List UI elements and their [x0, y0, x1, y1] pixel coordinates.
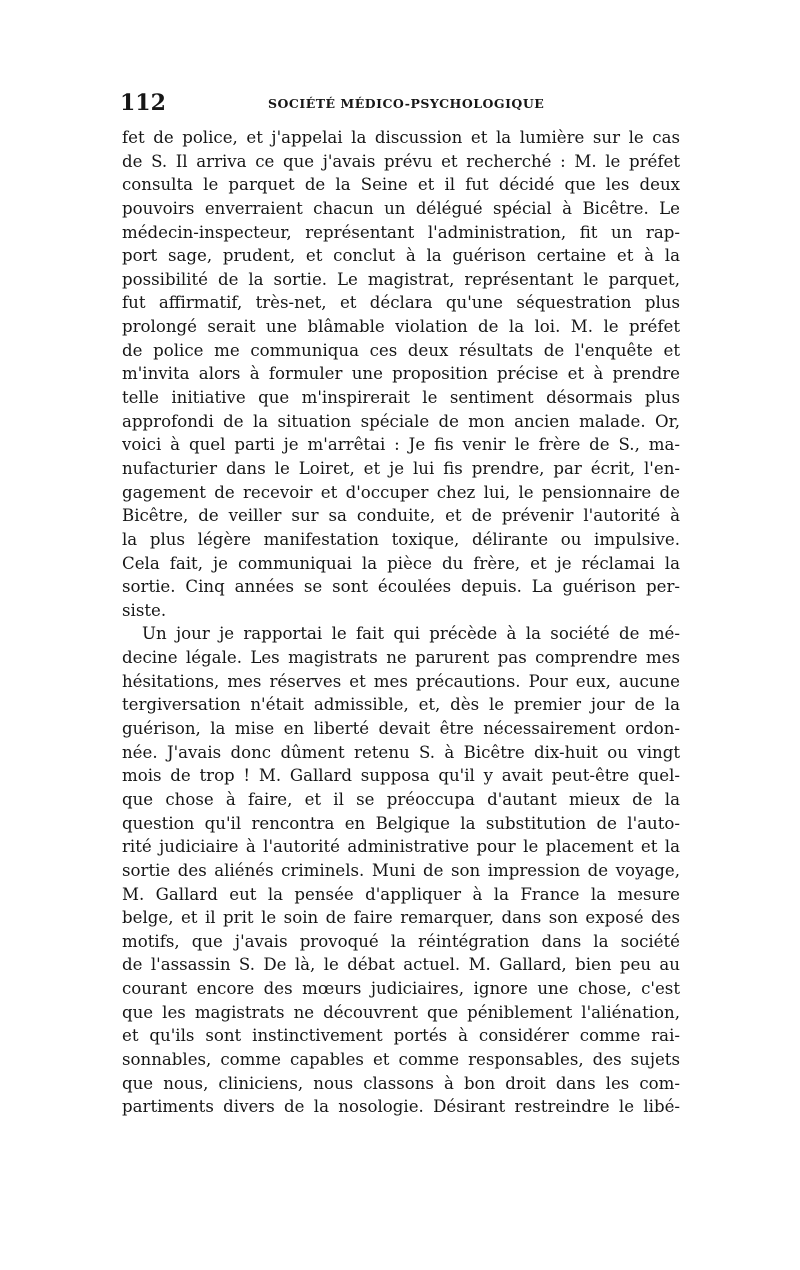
body-text: [122, 126, 680, 1119]
text-line: approfondi de la situation spéciale de mon ancien malade. Or,: [122, 411, 680, 431]
text-line: de police me communiqua ces deux résultats de l'enquête et: [122, 340, 680, 360]
text-line: telle initiative que m'inspirerait le sentiment désormais plus: [122, 388, 680, 408]
text-line: nufacturier dans le Loiret, et je lui fis prendre, par écrit, l'en-: [122, 458, 680, 478]
text-line: belge, et il prit le soin de faire remarquer, dans son exposé des: [122, 908, 680, 928]
text-line: question qu'il rencontra en Belgique la substitution de l'auto-: [122, 813, 680, 833]
text-line: Un jour je rapportai le fait qui précède à la société de mé-: [142, 624, 680, 644]
text-line: de l'assassin S. De là, le débat actuel. M. Gallard, bien peu au: [122, 955, 680, 975]
text-line: que les magistrats ne découvrent que péniblement l'aliénation,: [122, 1002, 680, 1022]
text-line: Cela fait, je communiquai la pièce du frère, et je réclamai la: [122, 553, 680, 573]
running-head: [120, 90, 680, 120]
text-line: M. Gallard eut la pensée d'appliquer à la France la mesure: [122, 884, 680, 904]
page-number: 112: [120, 90, 166, 116]
text-line: motifs, que j'avais provoqué la réintégration dans la société: [122, 931, 680, 951]
text-line: Bicêtre, de veiller sur sa conduite, et de prévenir l'autorité à: [122, 506, 680, 526]
text-line: la plus légère manifestation toxique, délirante ou impulsive.: [122, 529, 680, 549]
running-title: SOCIÉTÉ MÉDICO-PSYCHOLOGIQUE: [268, 96, 545, 111]
text-line: que chose à faire, et il se préoccupa d'autant mieux de la: [122, 789, 680, 809]
text-line: decine légale. Les magistrats ne parurent pas comprendre mes: [122, 648, 680, 668]
text-line: que nous, cliniciens, nous classons à bon droit dans les com-: [122, 1073, 680, 1093]
text-line: prolongé serait une blâmable violation de la loi. M. le préfet: [122, 317, 680, 337]
text-line: fet de police, et j'appelai la discussion et la lumière sur le cas: [122, 128, 680, 147]
text-line: sortie des aliénés criminels. Muni de son impression de voyage,: [122, 860, 680, 880]
text-line: mois de trop ! M. Gallard supposa qu'il y avait peut-être quel-: [122, 766, 680, 786]
text-line: et qu'ils sont instinctivement portés à considérer comme rai-: [122, 1026, 680, 1046]
text-line: possibilité de la sortie. Le magistrat, représentant le parquet,: [122, 269, 680, 289]
text-line: sortie. Cinq années se sont écoulées depuis. La guérison per-: [122, 577, 680, 597]
text-line: sonnables, comme capables et comme responsables, des sujets: [122, 1049, 680, 1069]
text-line: siste.: [122, 600, 167, 620]
text-line: née. J'avais donc dûment retenu S. à Bicêtre dix-huit ou vingt: [122, 742, 680, 762]
text-line: hésitations, mes réserves et mes précautions. Pour eux, aucune: [122, 671, 680, 691]
text-line: consulta le parquet de la Seine et il fut décidé que les deux: [122, 175, 680, 195]
text-line: courant encore des mœurs judiciaires, ignore une chose, c'est: [122, 979, 680, 999]
text-line: gagement de recevoir et d'occuper chez lui, le pensionnaire de: [122, 482, 680, 502]
text-line: fut affirmatif, très-net, et déclara qu'une séquestration plus: [122, 293, 680, 313]
text-line: tergiversation n'était admissible, et, dès le premier jour de la: [122, 695, 680, 715]
text-line: rité judiciaire à l'autorité administrative pour le placement et la: [122, 837, 680, 857]
text-line: m'invita alors à formuler une proposition précise et à prendre: [122, 364, 680, 384]
text-line: voici à quel parti je m'arrêtai : Je fis venir le frère de S., ma-: [122, 435, 680, 455]
text-line: port sage, prudent, et conclut à la guérison certaine et à la: [122, 246, 680, 266]
text-line: guérison, la mise en liberté devait être nécessairement ordon-: [122, 719, 680, 739]
text-line: médecin-inspecteur, représentant l'administration, fit un rap-: [122, 222, 680, 242]
text-line: de S. Il arriva ce que j'avais prévu et recherché : M. le préfet: [122, 151, 680, 171]
text-line: pouvoirs enverraient chacun un délégué spécial à Bicêtre. Le: [122, 198, 680, 218]
text-line: partiments divers de la nosologie. Désirant restreindre le libé-: [122, 1097, 680, 1117]
